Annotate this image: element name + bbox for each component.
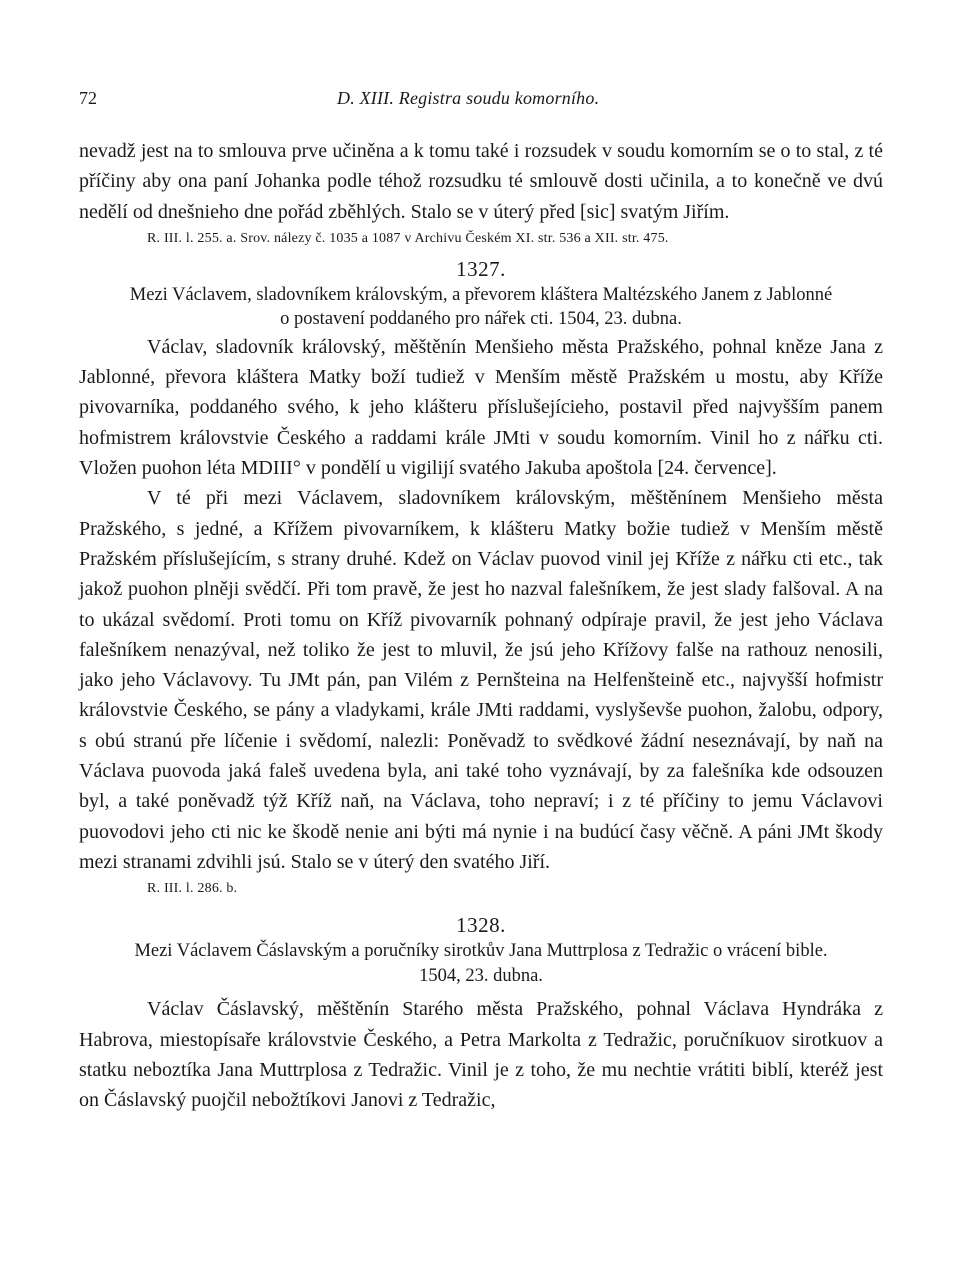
running-title: D. XIII. Registra soudu komorního. [337, 88, 600, 108]
intro-paragraph: nevadž jest na to smlouva prve učiněna a k tomu také i rozsudek v soudu komorním se o to stal, z té příčiny aby ona paní Johanka podle téhož rozsudku té smlouvě dosti učinila, a to konečně ve dvú nedělí od dnešnieho dne pořád zběhlých. Stalo se v úterý před [sic] svatým Jiřím. [79, 140, 883, 223]
entry-1328 [79, 911, 883, 1115]
page-number: 72 [79, 88, 97, 108]
intro-citation: R. III. l. 255. a. Srov. nálezy č. 1035 a 1087 v Archivu Českém XI. str. 536 a XII. str. 475. [147, 230, 669, 246]
entry-heading-line-2: o postavení poddaného pro nářek cti. 1504, 23. dubna. [280, 309, 682, 330]
entry-1327 [79, 255, 883, 899]
entry-number: 1327. [456, 256, 506, 281]
entry-heading-line-2: 1504, 23. dubna. [419, 965, 543, 986]
document-page [79, 88, 883, 1115]
entry-citation: R. III. l. 286. b. [147, 881, 238, 897]
entry-heading-line-1: Mezi Václavem Čáslavským a poručníky sirotkův Jana Muttrplosa z Tedražic o vrácení bible. [134, 941, 828, 962]
entry-number: 1328. [456, 913, 506, 938]
entry-paragraph-1: Václav Čáslavský, měštěnín Starého města Pražského, pohnal Václava Hyndráka z Habrova, miestopísaře královstvie Českého, a Petra Markolta z Tedražic, poručníkuov sirotkuov a statku neboztíka Jana Muttrplosa z Tedražic. Vinil je z toho, že mu nechtie vrátiti biblí, kteréž jest on Čáslavský puojčil nebožtíkovi Janovi z Tedražic, [79, 998, 883, 1112]
entry-heading-line-1: Mezi Václavem, sladovníkem královským, a převorem kláštera Maltézského Janem z Jablonné [129, 284, 833, 305]
running-head [79, 88, 883, 114]
entry-paragraph-2: V té při mezi Václavem, sladovníkem královským, měštěnínem Menšieho města Pražského, s jedné, a Křížem pivovarníkem, k klášteru Matky božie tudiež v Menším městě Pražském příslušejícím, s strany druhé. Kdež on Václav puovod vinil jej Kříže z nářku cti etc., tak jakož puohon plněji svědčí. Při tom pravě, že jest ho nazval falešníkem, že jest slady falšoval. A na to ukázal svědomí. Proti tomu on Kříž pivovarník pohnaný odpíraje pravil, že jest jeho Václava falešníkem nenazýval, než toliko že jest to mluvil, že jsú jeho Křížovy falše na rathouz nenosili, jako jeho Václavovy. Tu JMt pán, pan Vilém z Pernšteina na Helfenšteině etc., najvyšší hofmistr královstvie Českého, se pány a vladykami, krále JMti raddami, vyslyševše puohon, žalobu, odpory, s obú stranú pře líčenie i svědomí, nalezli: Poněvadž to svědkové žádní neseznávají, by naň na Václava puovoda jaká faleš uvedena byla, ani také toho vyznávají, by za falešníka kde odsouzen byl, a také poněvadž týž Kříž naň, na Václava, toho nepraví; i z té příčiny to jemu Václavovi puovodovi jeho cti nic ke škodě nenie ani býti má nynie i na budúcí časy věčně. A páni JMt škody mezi stranami zdvihli jsú. Stalo se v úterý den svatého Jiří. [79, 487, 883, 873]
entry-paragraph-1: Václav, sladovník královský, měštěnín Menšieho města Pražského, pohnal kněze Jana z Jablonné, převora kláštera Matky boží tudiež v Menším městě Pražském u mostu, aby Kříže pivovarníka, poddaného svého, k jeho klášteru příslušejícieho, postavil před najvyšším panem hofmistrem královstvie Českého a raddami krále JMti v soudu komorním. Vinil ho z nářku cti. Vložen puohon léta MDIII° v pondělí u vigilijí svatého Jakuba apoštola [24. července]. [79, 335, 883, 480]
